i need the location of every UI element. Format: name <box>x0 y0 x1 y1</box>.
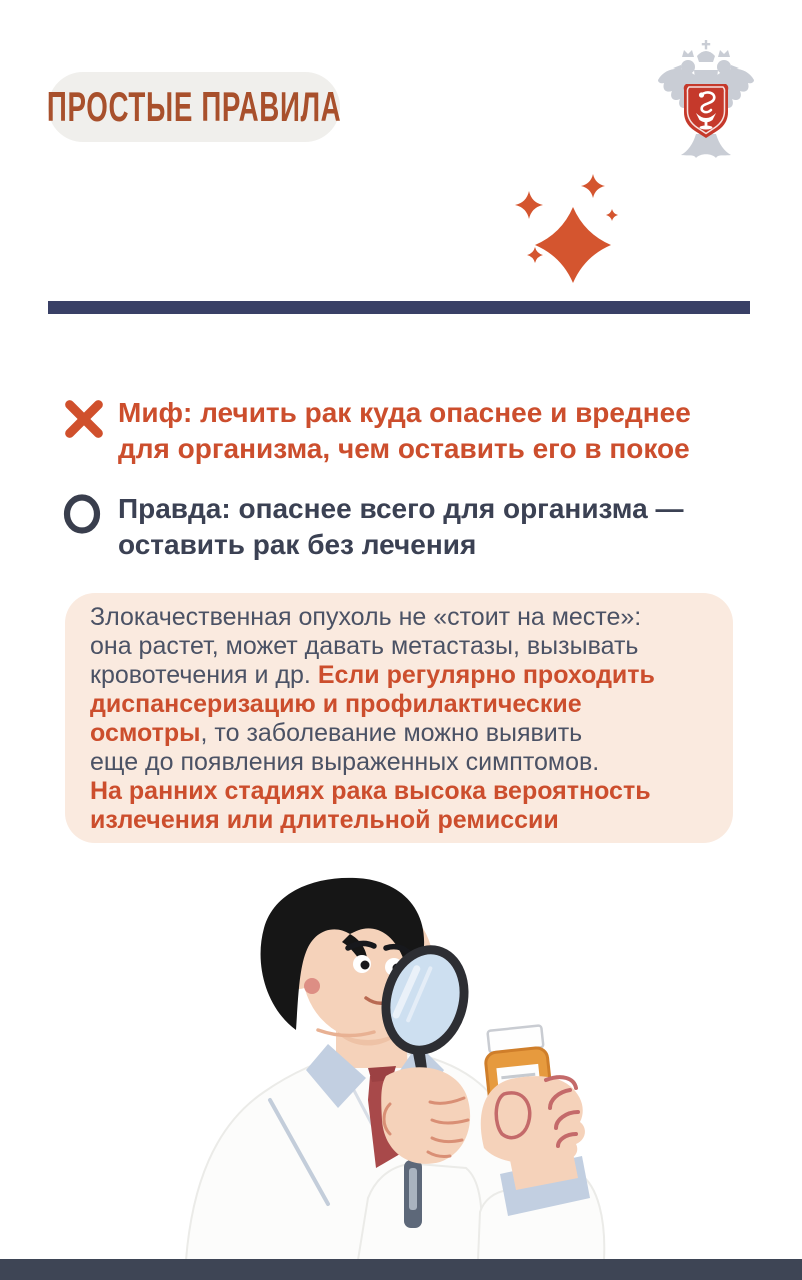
myth-text: Миф: лечить рак куда опаснее и вреднее для организма, чем оставить его в покое <box>118 397 691 464</box>
info-box <box>65 593 733 843</box>
cheek-blush <box>304 978 320 994</box>
hand-holding-magnifier <box>381 1067 470 1164</box>
divider-bar <box>48 301 750 314</box>
info-box-text: Злокачественная опухоль не «стоит на месте»: она растет, может давать метастазы, вызывать кровотечения и др. Если регулярно проходить диспансеризацию и профилактические осмотры, то заболевание можно выявить еще до появления выраженных симптомов. На ранних стадиях рака высока вероятность излечения или длительной ремиссии <box>90 603 655 834</box>
brand-badge <box>48 72 340 142</box>
doctor-illustration <box>178 868 608 1260</box>
bottom-bar <box>0 1259 802 1280</box>
circle-outline-icon <box>62 494 102 534</box>
brand-badge-label: ПРОСТЫЕ ПРАВИЛА <box>46 83 342 130</box>
sparkles-icon <box>483 168 633 296</box>
truth-row <box>62 491 683 563</box>
x-mark-icon <box>63 398 105 440</box>
ministry-emblem-icon <box>650 40 762 162</box>
myth-row <box>63 395 691 467</box>
truth-text: Правда: опаснее всего для организма — оставить рак без лечения <box>118 493 684 560</box>
